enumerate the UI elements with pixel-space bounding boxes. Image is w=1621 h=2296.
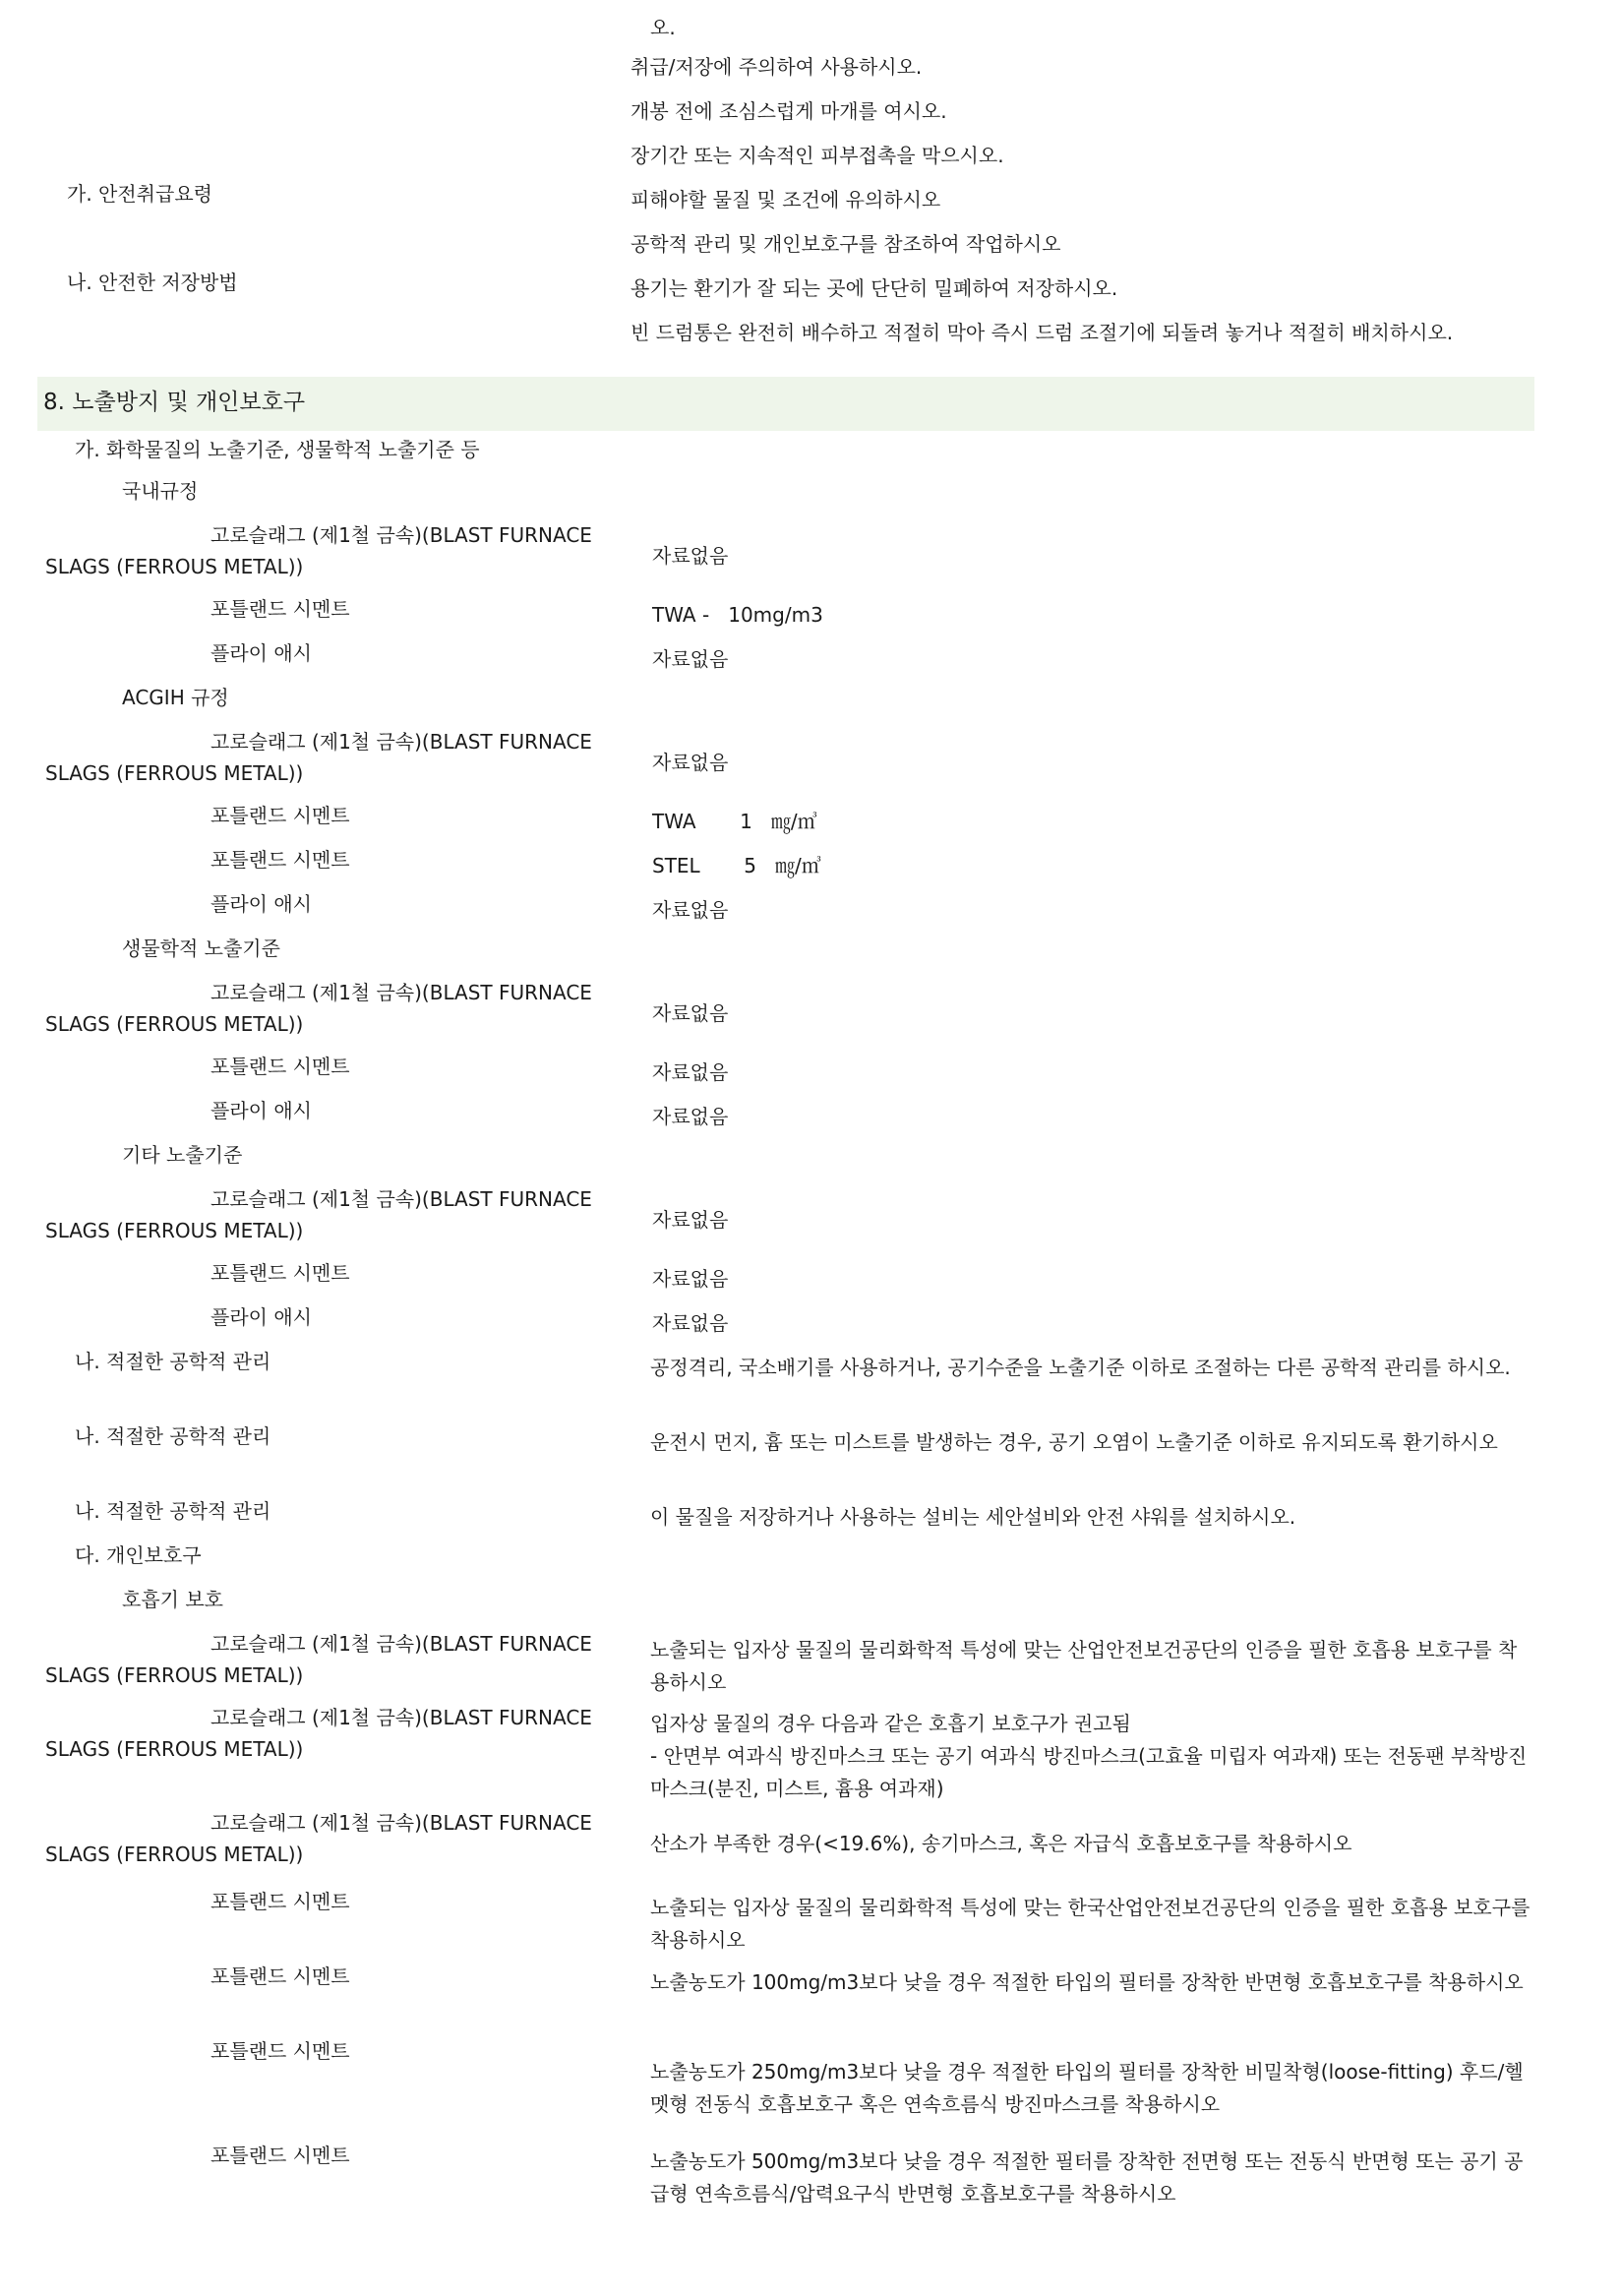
engineering-text: 이 물질을 저장하거나 사용하는 설비는 세안설비와 안전 샤워를 설치하시오. (650, 1505, 1296, 1529)
section-header (37, 377, 1534, 431)
item-value: 자료없음 (652, 544, 729, 568)
text-line: 취급/저장에 주의하여 사용하시오. (630, 55, 923, 79)
ppe-text: 노출되는 입자상 물질의 물리화학적 특성에 맞는 산업안전보건공단의 인증을 필한 호흡용 보호구를 착용하시오 (650, 1638, 1518, 1694)
item-value: 자료없음 (652, 898, 729, 922)
item-label: 포틀랜드 시멘트 (210, 1261, 350, 1285)
item-label: SLAGS (FERROUS METAL)) (45, 1012, 304, 1036)
label-engineering: 나. 적절한 공학적 관리 (75, 1424, 271, 1448)
item-value: 자료없음 (652, 1208, 729, 1232)
label-engineering: 나. 적절한 공학적 관리 (75, 1499, 271, 1523)
item-label: 포틀랜드 시멘트 (210, 2039, 350, 2063)
item-value: 자료없음 (652, 647, 729, 671)
item-label: 포틀랜드 시멘트 (210, 804, 350, 827)
item-label: 고로슬래그 (제1철 금속)(BLAST FURNACE (210, 730, 592, 754)
item-value: 자료없음 (652, 751, 729, 774)
text-line: 피해야할 물질 및 조건에 유의하시오 (630, 188, 941, 211)
item-label: 포틀랜드 시멘트 (210, 1890, 350, 1913)
ppe-text: 노출농도가 100mg/m3보다 낮을 경우 적절한 타입의 필터를 장착한 반면형 호흡보호구를 착용하시오 (650, 1970, 1524, 1994)
text-line: 빈 드럼통은 완전히 배수하고 적절히 막아 즉시 드럼 조절기에 되돌려 놓거나 적절히 배치하시오. (630, 321, 1454, 344)
item-label: 플라이 애시 (210, 892, 312, 916)
item-label: 고로슬래그 (제1철 금속)(BLAST FURNACE (210, 523, 592, 547)
item-label: SLAGS (FERROUS METAL)) (45, 1663, 304, 1687)
ppe-text: - 안면부 여과식 방진마스크 또는 공기 여과식 방진마스크(고효율 미립자 여과재) 또는 전동팬 부착방진 마스크(분진, 미스트, 흄용 여과재) (650, 1744, 1528, 1800)
item-label: 고로슬래그 (제1철 금속)(BLAST FURNACE (210, 1632, 592, 1656)
text-line: 오. (650, 16, 676, 39)
item-label: SLAGS (FERROUS METAL)) (45, 761, 304, 785)
label-engineering: 나. 적절한 공학적 관리 (75, 1350, 271, 1373)
item-label: 고로슬래그 (제1철 금속)(BLAST FURNACE (210, 981, 592, 1004)
section-title: 8. 노출방지 및 개인보호구 (43, 390, 306, 415)
item-label: 포틀랜드 시멘트 (210, 1055, 350, 1078)
subheading-other: 기타 노출기준 (122, 1143, 243, 1167)
item-label: 플라이 애시 (210, 1099, 312, 1122)
item-label: 포틀랜드 시멘트 (210, 848, 350, 872)
ppe-text: 노출되는 입자상 물질의 물리화학적 특성에 맞는 한국산업안전보건공단의 인증을 필한 호흡용 보호구를 착용하시오 (650, 1896, 1531, 1952)
item-label: 포틀랜드 시멘트 (210, 1964, 350, 1988)
engineering-text: 운전시 먼지, 흄 또는 미스트를 발생하는 경우, 공기 오염이 노출기준 이하로 유지되도록 환기하시오 (650, 1430, 1498, 1454)
item-label: 포틀랜드 시멘트 (210, 597, 350, 621)
text-line: 공학적 관리 및 개인보호구를 참조하여 작업하시오 (630, 232, 1061, 256)
item-value: TWA 1 ㎎/㎥ (652, 810, 817, 833)
text-line: 장기간 또는 지속적인 피부접촉을 막으시오. (630, 144, 1004, 167)
ppe-heading: 다. 개인보호구 (75, 1543, 202, 1567)
item-value: 자료없음 (652, 1060, 729, 1084)
text-line: 용기는 환기가 잘 되는 곳에 단단히 밀폐하여 저장하시오. (630, 276, 1118, 300)
label-safe-handling: 가. 안전취급요령 (67, 182, 212, 206)
ppe-text: 노출농도가 500mg/m3보다 낮을 경우 적절한 필터를 장착한 전면형 또는 전동식 반면형 또는 공기 공급형 연속흐름식/압력요구식 반면형 호흡보호구를 착용하시오 (650, 2149, 1524, 2205)
ppe-text: 산소가 부족한 경우(<19.6%), 송기마스크, 혹은 자급식 호흡보호구를 착용하시오 (650, 1832, 1352, 1855)
item-label: SLAGS (FERROUS METAL)) (45, 1219, 304, 1242)
item-value: 자료없음 (652, 1105, 729, 1128)
exposure-heading: 가. 화학물질의 노출기준, 생물학적 노출기준 등 (75, 438, 480, 461)
item-label: 고로슬래그 (제1철 금속)(BLAST FURNACE (210, 1187, 592, 1211)
item-value: 자료없음 (652, 1001, 729, 1025)
item-label: 고로슬래그 (제1철 금속)(BLAST FURNACE (210, 1811, 592, 1835)
item-label: SLAGS (FERROUS METAL)) (45, 1737, 304, 1761)
item-label: SLAGS (FERROUS METAL)) (45, 555, 304, 578)
engineering-text: 공정격리, 국소배기를 사용하거나, 공기수준을 노출기준 이하로 조절하는 다른 공학적 관리를 하시오. (650, 1356, 1511, 1379)
item-label: 고로슬래그 (제1철 금속)(BLAST FURNACE (210, 1706, 592, 1729)
item-value: STEL 5 ㎎/㎥ (652, 854, 821, 877)
ppe-text: 노출농도가 250mg/m3보다 낮을 경우 적절한 타입의 필터를 장착한 비밀착형(loose-fitting) 후드/헬멧형 전동식 호흡보호구 혹은 연속흐름식 방진마스크를 착용하시오 (650, 2060, 1524, 2116)
subheading-domestic: 국내규정 (122, 479, 199, 503)
subheading-respiratory: 호흡기 보호 (122, 1588, 223, 1611)
item-value: TWA - 10mg/m3 (652, 603, 823, 627)
item-value: 자료없음 (652, 1311, 729, 1335)
subheading-acgih: ACGIH 규정 (122, 686, 229, 709)
ppe-text: 입자상 물질의 경우 다음과 같은 호흡기 보호구가 권고됨 (650, 1712, 1131, 1735)
item-label: 플라이 애시 (210, 641, 312, 665)
label-safe-storage: 나. 안전한 저장방법 (67, 271, 238, 294)
item-value: 자료없음 (652, 1267, 729, 1291)
subheading-biological: 생물학적 노출기준 (122, 937, 280, 960)
item-label: SLAGS (FERROUS METAL)) (45, 1843, 304, 1866)
item-label: 플라이 애시 (210, 1305, 312, 1329)
text-line: 개봉 전에 조심스럽게 마개를 여시오. (630, 99, 947, 123)
item-label: 포틀랜드 시멘트 (210, 2144, 350, 2167)
